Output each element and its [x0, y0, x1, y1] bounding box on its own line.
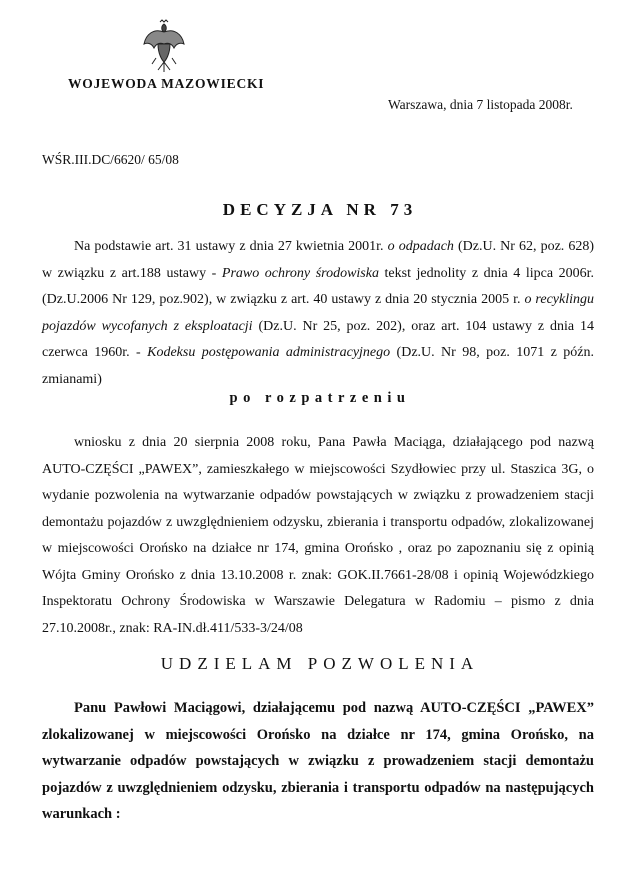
act-title: o odpadach: [387, 239, 454, 254]
grant-paragraph: Panu Pawłowi Maciągowi, działającemu pod nazwą AUTO-CZĘŚCI „PAWEX” zlokalizowanej w miejscowości Orońsko na działce nr 174, gmina Orońsko, na wytwarzanie odpadów powstających w związku z prowadzeniem stacji demontażu pojazdów z uwzględnieniem odzysku, zbierania i transportu odpadów na następujących warunkach :: [42, 700, 594, 823]
place-and-date: Warszawa, dnia 7 listopada 2008r.: [388, 97, 573, 112]
decision-title: DECYZJA NR 73: [222, 200, 418, 219]
section-heading-grant: UDZIELAM POZWOLENIA: [160, 654, 480, 673]
act-title: Kodeksu postępowania administracyjnego: [147, 345, 391, 360]
act-title: Prawo ochrony środowiska: [221, 265, 379, 281]
request-paragraph: wniosku z dnia 20 sierpnia 2008 roku, Pana Pawła Maciąga, działającego pod nazwą AUTO-CZĘŚCI „PAWEX”, zamieszkałego w miejscowości Szydłowiec przy ul. Staszica 3G, o wydanie pozwolenia na wytwarzanie odpadów powstających w związku z prowadzeniem stacji demontażu pojazdów z uwzględnieniem odzysku, zbierania i transportu odpadów, zlokalizowanej w miejscowości Orońsko na działce nr 174, gmina Orońsko , oraz po zapoznaniu się z opinią Wójta Gminy Orońsko z dnia 13.10.2008 r. znak: GOK.II.7661-28/08 i opinią Wojewódzkiego Inspektoratu Ochrony Środowiska w Warszawie Delegatura w Radomiu – pismo z dnia 27.10.2008r., znak: RA-IN.dł.411/533-3/24/08: [42, 435, 594, 636]
section-heading-review: po rozpatrzeniu: [229, 390, 411, 406]
case-reference: WŚR.III.DC/6620/ 65/08: [42, 152, 179, 167]
legal-basis-paragraph: Na podstawie art. 31 ustawy z dnia 27 kwietnia 2001r. o odpadach (Dz.U. Nr 62, poz. 628) w związku z art.188 ustawy - Prawo ochrony środowiska tekst jednolity z dnia 4 lipca 2006r. (Dz.U.2006 Nr 129, poz.902), w związku z art. 40 ustawy z dnia 20 stycznia 2005 r. o recyklingu pojazdów wycofanych z eksploatacji (Dz.U. Nr 25, poz. 202), oraz art. 104 ustawy z dnia 14 czerwca 1960r. - Kodeksu postępowania administracyjnego (Dz.U. Nr 98, poz. 1071 z późn. zmianami): [42, 239, 595, 387]
act-title: o recyklingu pojazdów wycofanych z eksploatacji: [42, 292, 594, 334]
issuing-authority: WOJEWODA MAZOWIECKI: [68, 76, 265, 91]
polish-eagle-emblem-icon: [140, 18, 188, 74]
